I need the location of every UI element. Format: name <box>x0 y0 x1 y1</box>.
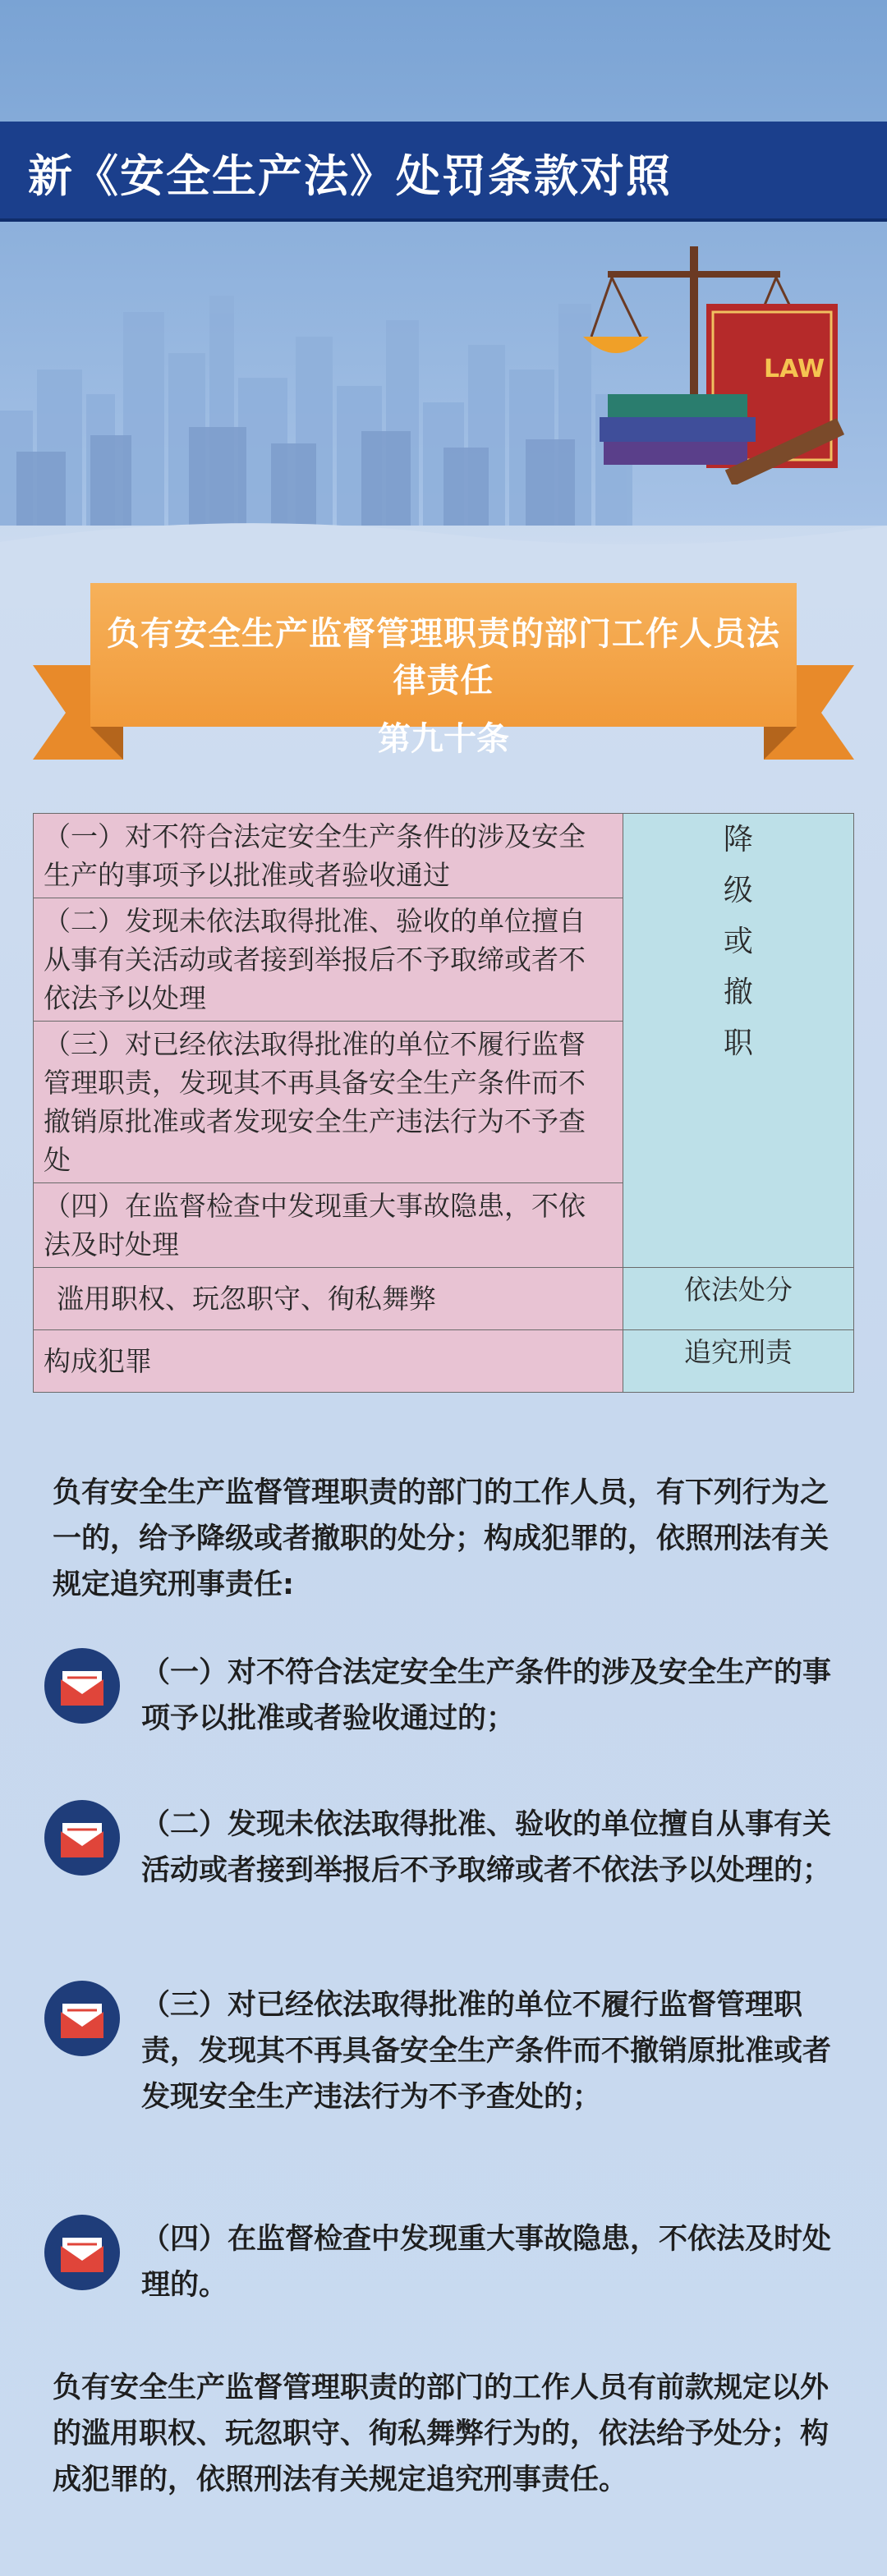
envelope-icon <box>43 2213 122 2292</box>
table-cell: 依法处分 <box>623 1268 853 1330</box>
table-cell: （三）对已经依法取得批准的单位不履行监督管理职责，发现其不再具备安全生产条件而不撤销原批准或者发现安全生产违法行为不予查处 <box>34 1022 623 1183</box>
envelope-icon <box>43 1798 122 1877</box>
title-bar <box>0 122 887 222</box>
list-item-text: （三）对已经依法取得批准的单位不履行监督管理职责，发现其不再具备安全生产条件而不撤销原批准或者发现安全生产违法行为不予查处的； <box>141 1989 832 2114</box>
penalty-char: 或 <box>723 925 753 958</box>
penalty-char: 职 <box>723 1026 753 1060</box>
table-cell: （四）在监督检查中发现重大事故隐患，不依法及时处理 <box>34 1183 623 1268</box>
page-title: 新《安全生产法》处罚条款对照 <box>28 150 672 202</box>
penalty-table <box>33 813 854 1393</box>
table-cell: 构成犯罪 <box>34 1330 623 1393</box>
table-row <box>34 1268 854 1330</box>
table-cell: （一）对不符合法定安全生产条件的涉及安全生产的事项予以批准或者验收通过 <box>34 814 623 898</box>
table-row <box>34 1330 854 1393</box>
law-book-label: LAW <box>764 355 825 383</box>
list-item-text: （二）发现未依法取得批准、验收的单位擅自从事有关活动或者接到举报后不予取缔或者不依法予以处理的； <box>141 1808 832 1887</box>
penalty-cell <box>623 814 853 1268</box>
penalty-vertical-text <box>624 815 853 1069</box>
penalty-char: 撤 <box>723 976 753 1009</box>
ribbon-heading <box>33 567 854 772</box>
table-cell: （二）发现未依法取得批准、验收的单位擅自从事有关活动或者接到举报后不予取缔或者不依法予以处理 <box>34 898 623 1022</box>
table-cell: 追究刑责 <box>623 1330 853 1393</box>
header-banner <box>0 0 887 526</box>
table-row <box>34 814 854 898</box>
justice-scale-icon <box>575 238 871 484</box>
ribbon-subtitle: 第九十条 <box>378 720 509 758</box>
penalty-char: 级 <box>723 874 753 907</box>
ribbon-banner <box>90 583 797 758</box>
closing-paragraph: 负有安全生产监督管理职责的部门的工作人员有前款规定以外的滥用职权、玩忽职守、徇私舞弊行为的，依法给予处分；构成犯罪的，依照刑法有关规定追究刑事责任。 <box>53 2372 830 2496</box>
envelope-icon <box>43 1979 122 2058</box>
ribbon-title: 负有安全生产监督管理职责的部门工作人员法律责任 <box>107 615 780 700</box>
penalty-char: 降 <box>723 823 753 856</box>
table-cell: 滥用职权、玩忽职守、徇私舞弊 <box>34 1268 623 1330</box>
list-item-text: （四）在监督检查中发现重大事故隐患，不依法及时处理的。 <box>141 2223 832 2302</box>
envelope-icon <box>43 1646 122 1725</box>
intro-paragraph: 负有安全生产监督管理职责的部门的工作人员，有下列行为之一的，给予降级或者撤职的处分；构成犯罪的，依照刑法有关规定追究刑事责任: <box>53 1476 830 1601</box>
list-item-text: （一）对不符合法定安全生产条件的涉及安全生产的事项予以批准或者验收通过的； <box>141 1656 832 1735</box>
